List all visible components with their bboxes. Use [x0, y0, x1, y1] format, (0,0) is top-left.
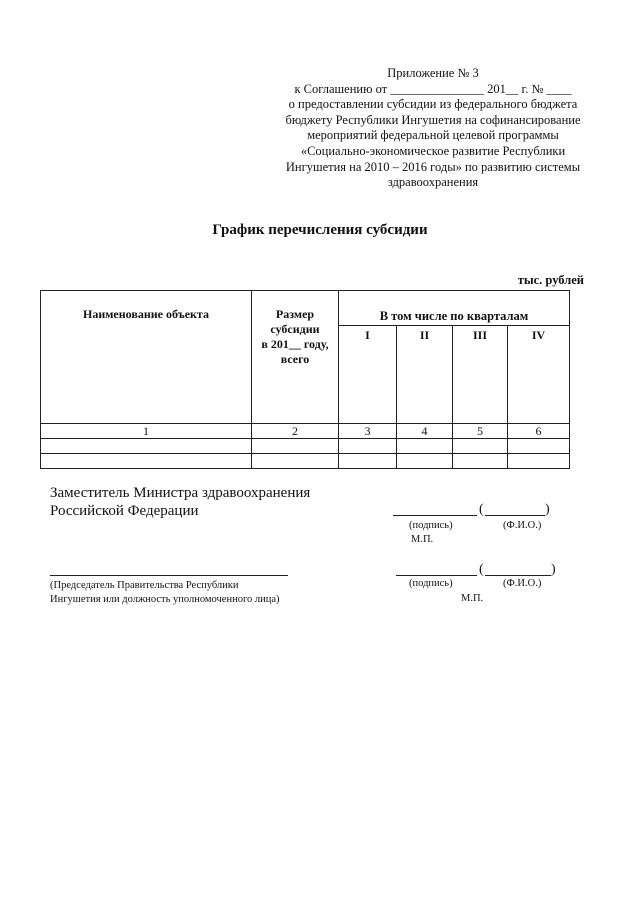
annex-text-line: здравоохранения [387, 175, 479, 190]
table-cell [397, 454, 453, 469]
header-subsidy-size: Размер субсидии в 201__ году, всего [252, 291, 339, 424]
table-cell [508, 454, 570, 469]
table-cell [252, 439, 339, 454]
annex-text-line: о предоставлении субсидии из федерального бюджета [288, 97, 578, 112]
annex-text-line: Ингушетия на 2010 – 2016 годы» по развитию системы [285, 159, 581, 174]
column-number: 3 [339, 424, 397, 439]
page-title: График перечисления субсидии [212, 222, 428, 238]
column-number: 6 [508, 424, 570, 439]
signature-label: (подпись) [409, 578, 453, 589]
seal-label: М.П. [461, 593, 484, 604]
table-cell [508, 439, 570, 454]
annex-title: Приложение № 3 [387, 66, 479, 80]
column-number: 2 [252, 424, 339, 439]
table-cell [41, 454, 252, 469]
close-paren: ) [551, 562, 556, 577]
annex-text-line: «Социально-экономическое развитие Республики [300, 143, 566, 158]
signature-label: (подпись) [409, 520, 453, 531]
table-row [41, 424, 570, 439]
table-cell [453, 454, 508, 469]
table-header-row [41, 291, 570, 326]
table-row [41, 454, 570, 469]
chairman-line [50, 575, 288, 576]
annex-agreement-ref: к Соглашению от _______________ 201__ г. № ____ [294, 81, 572, 96]
signature-line [396, 575, 477, 576]
fio-line [485, 575, 551, 576]
chairman-title: Ингушетия или должность уполномоченного лица) [50, 594, 280, 605]
table-cell [397, 439, 453, 454]
table-cell [41, 439, 252, 454]
annex-header [262, 66, 604, 191]
column-number: 4 [397, 424, 453, 439]
fio-label: (Ф.И.О.) [503, 520, 542, 531]
header-quarter-1: I [339, 326, 397, 424]
fio-label: (Ф.И.О.) [503, 578, 542, 589]
chairman-title: (Председатель Правительства Республики [50, 580, 239, 591]
table-cell [339, 454, 397, 469]
header-quarter-4: IV [508, 326, 570, 424]
column-number: 1 [41, 424, 252, 439]
signature-line [393, 515, 477, 516]
header-quarters: В том числе по кварталам [339, 291, 570, 326]
open-paren: ( [479, 562, 484, 577]
subsidy-schedule-table [40, 290, 570, 469]
units-label: тыс. рублей [517, 273, 584, 287]
annex-text-line: мероприятий федеральной целевой программы [307, 128, 559, 143]
annex-text-line: бюджету Республики Ингушетия на софинансирование [285, 112, 581, 127]
fio-line [485, 515, 545, 516]
table-cell [453, 439, 508, 454]
open-paren: ( [479, 502, 484, 517]
table-row [41, 439, 570, 454]
header-object-name: Наименование объекта [41, 291, 252, 424]
table-cell [252, 454, 339, 469]
deputy-minister-title: Заместитель Министра здравоохранения Российской Федерации [50, 485, 311, 519]
close-paren: ) [545, 502, 550, 517]
table-cell [339, 439, 397, 454]
header-quarter-2: II [397, 326, 453, 424]
header-quarter-3: III [453, 326, 508, 424]
column-number: 5 [453, 424, 508, 439]
seal-label: М.П. [411, 534, 434, 545]
